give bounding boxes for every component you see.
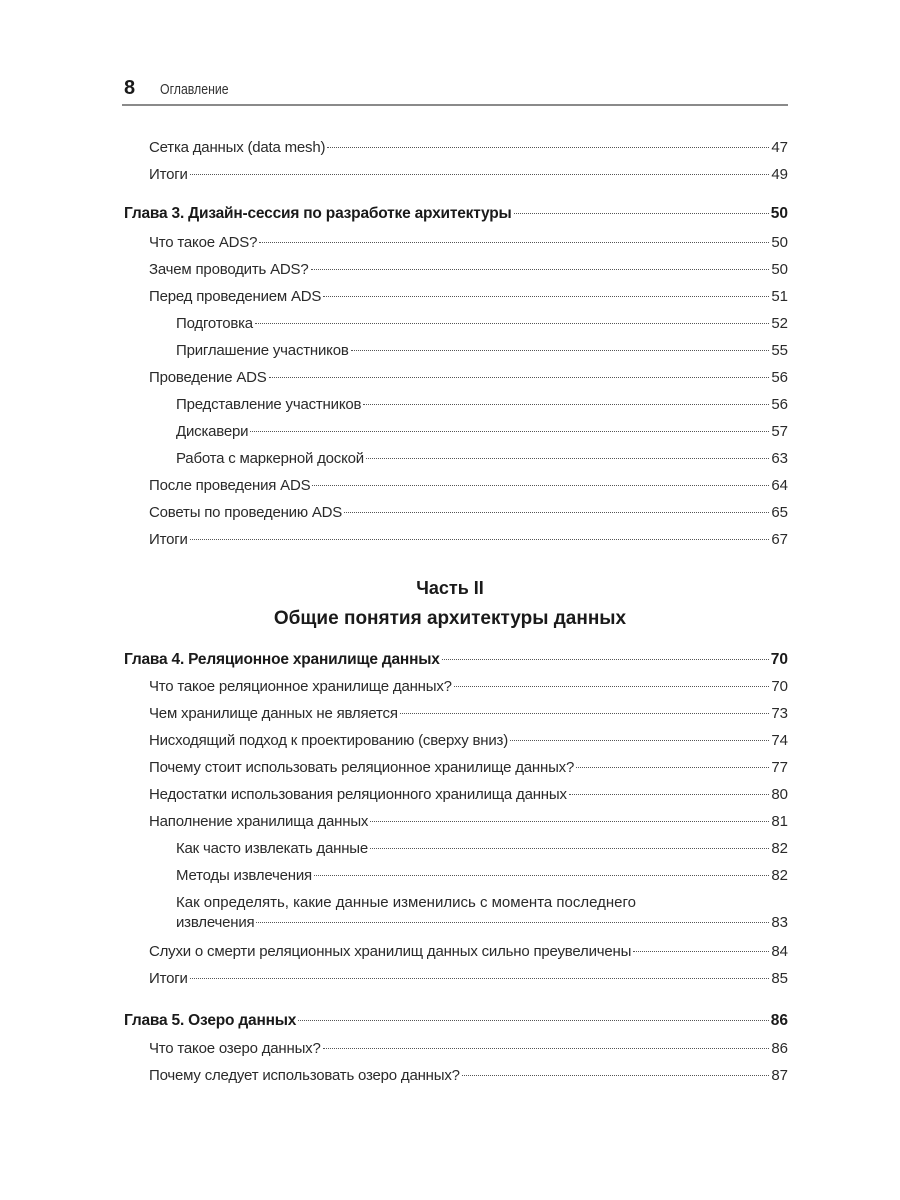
dot-leader — [442, 658, 769, 660]
entry-title: Работа с маркерной доской — [176, 450, 364, 467]
toc-entry[interactable] — [0, 677, 900, 704]
entry-page: 85 — [771, 970, 788, 987]
entry-title: После проведения ADS — [149, 477, 311, 494]
dot-leader — [576, 766, 769, 768]
toc-entry[interactable] — [0, 969, 900, 996]
toc-chapter-3[interactable] — [0, 204, 900, 231]
entry-title: Наполнение хранилища данных — [149, 813, 369, 830]
toc-chapter-4[interactable] — [0, 650, 900, 677]
entry-title: Что такое ADS? — [149, 234, 258, 251]
toc-entry[interactable] — [0, 704, 900, 731]
entry-title: Подготовка — [176, 315, 253, 332]
dot-leader — [190, 538, 770, 540]
chapter-page: 50 — [770, 205, 788, 222]
toc-entry[interactable] — [0, 395, 900, 422]
dot-leader — [311, 268, 770, 270]
chapter-page: 86 — [770, 1012, 788, 1029]
entry-page: 47 — [771, 139, 788, 156]
dot-leader — [269, 376, 770, 378]
entry-page: 56 — [771, 396, 788, 413]
entry-page: 84 — [771, 943, 788, 960]
entry-title: Итоги — [149, 531, 188, 548]
dot-leader — [510, 739, 769, 741]
chapter-title: Глава 5. Озеро данных — [124, 1012, 297, 1029]
entry-page: 50 — [771, 234, 788, 251]
entry-page: 73 — [771, 705, 788, 722]
toc-entry[interactable] — [0, 1039, 900, 1066]
entry-title: Дискавери — [176, 423, 249, 440]
toc-entry[interactable] — [0, 503, 900, 530]
entry-page: 81 — [771, 813, 788, 830]
dot-leader — [298, 1019, 769, 1021]
entry-page: 49 — [771, 166, 788, 183]
entry-page: 56 — [771, 369, 788, 386]
page-number: 8 — [124, 77, 136, 99]
entry-title: Недостатки использования реляционного хранилища данных — [149, 786, 567, 803]
entry-page: 67 — [771, 531, 788, 548]
toc-entry[interactable] — [0, 165, 900, 192]
entry-page: 52 — [771, 315, 788, 332]
dot-leader — [314, 874, 769, 876]
dot-leader — [250, 430, 769, 432]
toc-entry[interactable] — [0, 758, 900, 785]
entry-page: 82 — [771, 867, 788, 884]
dot-leader — [569, 793, 770, 795]
entry-title: Чем хранилище данных не является — [149, 705, 398, 722]
entry-title: Что такое реляционное хранилище данных? — [149, 678, 452, 695]
toc-entry[interactable] — [0, 476, 900, 503]
toc-entry[interactable] — [0, 260, 900, 287]
toc-entry[interactable] — [0, 866, 900, 893]
toc-entry[interactable] — [0, 913, 900, 940]
dot-leader — [190, 173, 770, 175]
running-title: Оглавление — [160, 81, 229, 98]
entry-page: 82 — [771, 840, 788, 857]
entry-title: Представление участников — [176, 396, 362, 413]
entry-page: 50 — [771, 261, 788, 278]
dot-leader — [454, 685, 770, 687]
entry-page: 86 — [771, 1040, 788, 1057]
entry-title: Нисходящий подход к проектированию (сверху вниз) — [149, 732, 508, 749]
dot-leader — [462, 1074, 770, 1076]
toc-entry[interactable] — [0, 138, 900, 165]
dot-leader — [514, 212, 769, 214]
toc-entry[interactable] — [0, 1066, 900, 1093]
entry-page: 64 — [771, 477, 788, 494]
toc-entry[interactable] — [0, 839, 900, 866]
part-title: Общие понятия архитектуры данных — [273, 608, 627, 629]
entry-page: 51 — [771, 288, 788, 305]
entry-page: 55 — [771, 342, 788, 359]
entry-title: Методы извлечения — [176, 867, 312, 884]
dot-leader — [259, 241, 769, 243]
dot-leader — [323, 1047, 770, 1049]
entry-title: Итоги — [149, 970, 188, 987]
dot-leader — [255, 322, 769, 324]
dot-leader — [351, 349, 770, 351]
entry-title: Слухи о смерти реляционных хранилищ данных сильно преувеличены — [149, 943, 632, 960]
dot-leader — [400, 712, 770, 714]
entry-page: 80 — [771, 786, 788, 803]
dot-leader — [366, 457, 769, 459]
toc-entry[interactable] — [0, 812, 900, 839]
entry-title: Перед проведением ADS — [149, 288, 322, 305]
entry-title: Приглашение участников — [176, 342, 349, 359]
entry-title: Советы по проведению ADS — [149, 504, 343, 521]
dot-leader — [312, 484, 769, 486]
entry-title: Итоги — [149, 166, 188, 183]
dot-leader — [363, 403, 769, 405]
dot-leader — [344, 511, 769, 513]
page-header — [122, 74, 788, 106]
entry-page: 57 — [771, 423, 788, 440]
chapter-title: Глава 3. Дизайн-сессия по разработке архитектуры — [124, 205, 512, 222]
entry-title: Что такое озеро данных? — [149, 1040, 321, 1057]
chapter-title: Глава 4. Реляционное хранилище данных — [124, 651, 440, 668]
toc-entry[interactable] — [0, 731, 900, 758]
dot-leader — [323, 295, 769, 297]
toc-entry[interactable] — [0, 530, 900, 557]
dot-leader — [256, 921, 769, 923]
toc-entry[interactable] — [0, 287, 900, 314]
part-label: Часть II — [416, 578, 484, 598]
entry-page: 87 — [771, 1067, 788, 1084]
entry-page: 63 — [771, 450, 788, 467]
entry-page: 74 — [771, 732, 788, 749]
dot-leader — [370, 820, 769, 822]
toc-entry[interactable] — [0, 449, 900, 476]
entry-title: Проведение ADS — [149, 369, 267, 386]
dot-leader — [190, 977, 770, 979]
entry-title: Как часто извлекать данные — [176, 840, 368, 857]
dot-leader — [633, 950, 769, 952]
entry-page: 65 — [771, 504, 788, 521]
toc-entry[interactable] — [0, 785, 900, 812]
entry-title: Сетка данных (data mesh) — [149, 139, 326, 156]
entry-title: Почему следует использовать озеро данных? — [149, 1067, 460, 1084]
entry-page: 70 — [771, 678, 788, 695]
entry-title: Почему стоит использовать реляционное хранилище данных? — [149, 759, 575, 776]
dot-leader — [370, 847, 769, 849]
toc-entry[interactable] — [0, 368, 900, 395]
toc-entry[interactable] — [0, 233, 900, 260]
entry-page: 83 — [771, 914, 788, 931]
toc-entry[interactable] — [0, 341, 900, 368]
toc-entry[interactable] — [0, 422, 900, 449]
entry-title: извлечения — [176, 914, 255, 931]
toc-chapter-5[interactable] — [0, 1011, 900, 1038]
toc-entry-line1[interactable]: Как определять, какие данные изменились с момента последнего — [176, 894, 637, 911]
toc-entry[interactable] — [0, 942, 900, 969]
entry-title: Зачем проводить ADS? — [149, 261, 309, 278]
dot-leader — [327, 146, 769, 148]
chapter-page: 70 — [770, 651, 788, 668]
toc-entry[interactable] — [0, 314, 900, 341]
entry-page: 77 — [771, 759, 788, 776]
